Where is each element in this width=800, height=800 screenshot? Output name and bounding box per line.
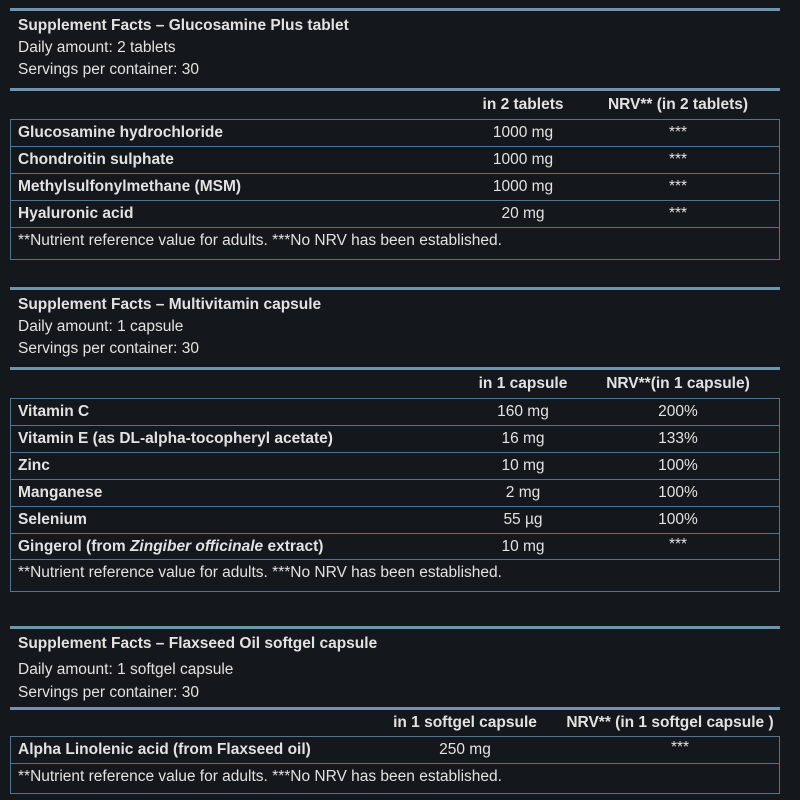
footnote: **Nutrient reference value for adults. ***No NRV has been established. bbox=[18, 232, 502, 249]
nutrient-name: Alpha Linolenic acid (from Flaxseed oil) bbox=[18, 741, 311, 758]
nutrient-amount: 10 mg bbox=[501, 538, 545, 555]
table-row bbox=[10, 736, 780, 763]
section-multivitamin bbox=[10, 287, 780, 592]
nutrient-nrv: 133% bbox=[658, 430, 698, 447]
daily-amount: Daily amount: 2 tablets bbox=[18, 39, 176, 56]
daily-amount: Daily amount: 1 softgel capsule bbox=[18, 661, 234, 678]
section-flaxseed bbox=[10, 626, 780, 800]
servings-per-container: Servings per container: 30 bbox=[18, 340, 199, 357]
nutrient-name: Vitamin E (as DL-alpha-tocopheryl acetate) bbox=[18, 430, 333, 447]
nutrient-nrv: 100% bbox=[658, 511, 698, 528]
section-title: Supplement Facts – Glucosamine Plus tablet bbox=[18, 17, 349, 34]
table-header bbox=[10, 370, 780, 397]
daily-amount: Daily amount: 1 capsule bbox=[18, 318, 184, 335]
nutrient-amount: 16 mg bbox=[501, 430, 545, 447]
table-row bbox=[10, 173, 780, 200]
nutrient-nrv: *** bbox=[668, 205, 688, 222]
section-title: Supplement Facts – Flaxseed Oil softgel capsule bbox=[18, 635, 378, 652]
table-row bbox=[10, 425, 780, 452]
nutrient-nrv: 100% bbox=[658, 484, 698, 501]
section-glucosamine bbox=[10, 8, 780, 260]
table-row bbox=[10, 533, 780, 560]
nutrient-name: Gingerol (from Zingiber officinale extract) bbox=[18, 538, 324, 555]
footnote: **Nutrient reference value for adults. ***No NRV has been established. bbox=[18, 564, 502, 581]
nutrient-nrv: *** bbox=[668, 536, 688, 553]
nutrient-name: Selenium bbox=[18, 511, 87, 528]
nutrient-nrv: *** bbox=[668, 124, 688, 141]
col-nrv-header: NRV** (in 1 softgel capsule ) bbox=[566, 714, 774, 731]
table-row bbox=[10, 452, 780, 479]
table-row bbox=[10, 506, 780, 533]
col-nrv-header: NRV** (in 2 tablets) bbox=[607, 96, 749, 113]
col-nrv-header: NRV**(in 1 capsule) bbox=[606, 375, 750, 392]
nutrient-name: Glucosamine hydrochloride bbox=[18, 124, 223, 141]
nutrient-name: Chondroitin sulphate bbox=[18, 151, 174, 168]
nutrient-name: Manganese bbox=[18, 484, 103, 501]
nutrient-amount: 2 mg bbox=[505, 484, 541, 501]
nutrient-name: Hyaluronic acid bbox=[18, 205, 134, 222]
section-title: Supplement Facts – Multivitamin capsule bbox=[18, 296, 322, 313]
latin-name: Zingiber officinale bbox=[129, 538, 264, 555]
col-amount-header: in 1 capsule bbox=[478, 375, 568, 392]
servings-per-container: Servings per container: 30 bbox=[18, 684, 199, 701]
servings-per-container: Servings per container: 30 bbox=[18, 61, 199, 78]
nutrient-amount: 160 mg bbox=[497, 403, 549, 420]
table-row bbox=[10, 200, 780, 227]
nutrient-nrv: *** bbox=[670, 739, 690, 756]
nutrient-amount: 1000 mg bbox=[492, 151, 554, 168]
col-amount-header: in 1 softgel capsule bbox=[393, 714, 537, 731]
nutrient-amount: 10 mg bbox=[501, 457, 545, 474]
table-header bbox=[10, 709, 780, 736]
nutrient-nrv: *** bbox=[668, 178, 688, 195]
footnote: **Nutrient reference value for adults. ***No NRV has been established. bbox=[18, 768, 502, 785]
nutrient-amount: 55 µg bbox=[503, 511, 543, 528]
table-row bbox=[10, 479, 780, 506]
nutrient-name: Methylsulfonylmethane (MSM) bbox=[18, 178, 242, 195]
nutrient-name: Zinc bbox=[18, 457, 50, 474]
nutrient-nrv: 200% bbox=[658, 403, 698, 420]
nutrient-amount: 250 mg bbox=[439, 741, 491, 758]
nutrient-nrv: *** bbox=[668, 151, 688, 168]
nutrient-nrv: 100% bbox=[658, 457, 698, 474]
nutrient-amount: 1000 mg bbox=[492, 124, 554, 141]
table-header bbox=[10, 91, 780, 118]
nutrient-amount: 1000 mg bbox=[492, 178, 554, 195]
nutrient-name: Vitamin C bbox=[18, 403, 90, 420]
nutrient-amount: 20 mg bbox=[501, 205, 545, 222]
table-row bbox=[10, 398, 780, 425]
table-row bbox=[10, 146, 780, 173]
table-row bbox=[10, 119, 780, 146]
col-amount-header: in 2 tablets bbox=[482, 96, 564, 113]
